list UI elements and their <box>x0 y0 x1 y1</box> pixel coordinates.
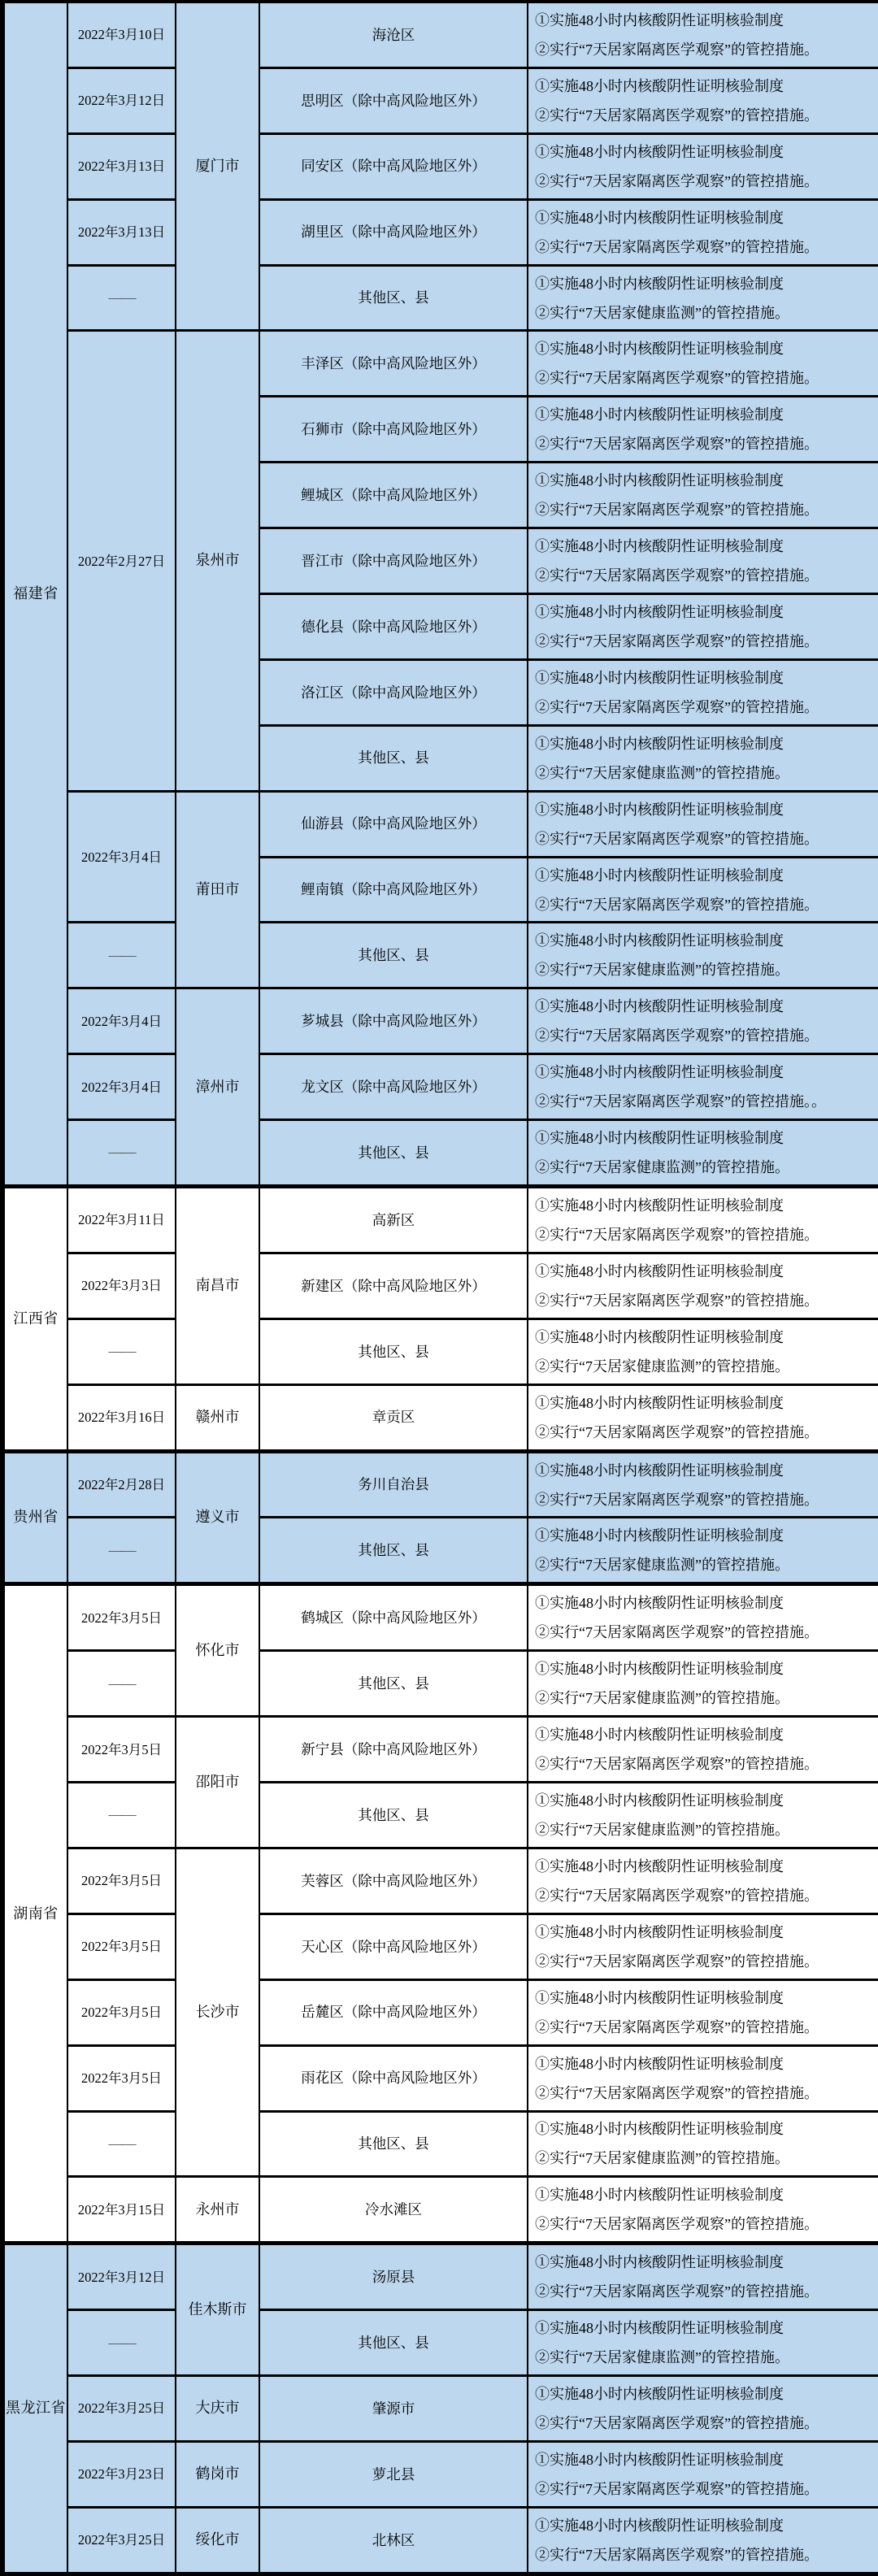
measure-line: ②实行“7天居家健康监测”的管控措施。 <box>535 1358 789 1375</box>
province-cell: 福建省 <box>2 2 67 1187</box>
measure-line: ①实施48小时内核酸阴性证明核验制度 <box>535 1727 784 1744</box>
measures-cell <box>528 1651 878 1717</box>
table-row <box>2 1318 878 1384</box>
measures-cell <box>528 1054 878 1120</box>
measures-cell <box>528 857 878 923</box>
measures-cell <box>528 988 878 1054</box>
city-cell: 鹤岗市 <box>176 2441 259 2507</box>
measure-line: ②实行“7天居家隔离医学观察”的管控措施。 <box>535 632 819 649</box>
date-cell: 2022年2月27日 <box>67 331 176 791</box>
city-cell: 永州市 <box>176 2177 259 2244</box>
measure-line: ②实行“7天居家隔离医学观察”的管控措施。 <box>535 1027 819 1045</box>
date-cell <box>67 1120 176 1187</box>
date-cell: 2022年3月5日 <box>67 1584 176 1651</box>
table-row <box>2 2310 878 2376</box>
table-row <box>2 1187 878 1253</box>
measures-cell <box>528 1848 878 1914</box>
measure-line: ②实行“7天居家隔离医学观察”的管控措施。 <box>535 106 819 124</box>
table-row <box>2 133 878 199</box>
date-cell: 2022年3月10日 <box>67 2 176 67</box>
measures-cell <box>528 659 878 725</box>
district-cell: 其他区、县 <box>259 2111 528 2177</box>
measures-cell <box>528 331 878 397</box>
measure-line: ②实行“7天居家隔离医学观察”的管控措施。。 <box>535 1093 826 1110</box>
measure-line: ②实行“7天居家隔离医学观察”的管控措施。 <box>535 41 819 58</box>
measure-line: ②实行“7天居家隔离医学观察”的管控措施。 <box>535 2546 819 2563</box>
measure-line: ①实施48小时内核酸阴性证明核验制度 <box>535 2121 784 2138</box>
date-cell <box>67 1651 176 1717</box>
city-cell: 莆田市 <box>176 791 259 988</box>
date-cell <box>67 1318 176 1384</box>
date-cell <box>67 2310 176 2376</box>
measures-cell <box>528 2045 878 2111</box>
no-date-dash: —— <box>108 1343 135 1360</box>
table-row <box>2 265 878 331</box>
measures-cell <box>528 2441 878 2507</box>
measure-line: ②实行“7天居家隔离医学观察”的管控措施。 <box>535 2283 819 2300</box>
measure-line: ②实行“7天居家隔离医学观察”的管控措施。 <box>535 1953 819 1970</box>
measures-cell <box>528 594 878 660</box>
district-cell: 同安区（除中高风险地区外） <box>259 133 528 199</box>
province-cell: 黑龙江省 <box>2 2244 67 2574</box>
district-cell: 新宁县（除中高风险地区外） <box>259 1717 528 1783</box>
no-date-dash: —— <box>108 1675 135 1692</box>
date-cell: 2022年3月3日 <box>67 1253 176 1318</box>
measures-cell <box>528 397 878 463</box>
measure-line: ①实施48小时内核酸阴性证明核验制度 <box>535 603 784 620</box>
date-cell: 2022年3月5日 <box>67 1914 176 1979</box>
measure-line: ①实施48小时内核酸阴性证明核验制度 <box>535 932 784 949</box>
measure-line: ①实施48小时内核酸阴性证明核验制度 <box>535 1262 784 1279</box>
district-cell: 丰泽区（除中高风险地区外） <box>259 331 528 397</box>
date-cell: 2022年2月28日 <box>67 1451 176 1518</box>
measures-cell <box>528 1384 878 1451</box>
measure-line: ①实施48小时内核酸阴性证明核验制度 <box>535 801 784 818</box>
date-cell: 2022年3月16日 <box>67 1384 176 1451</box>
province-cell: 贵州省 <box>2 1451 67 1584</box>
district-cell: 萝北县 <box>259 2441 528 2507</box>
table-row <box>2 1914 878 1979</box>
table-row <box>2 2111 878 2177</box>
measure-line: ②实行“7天居家健康监测”的管控措施。 <box>535 764 789 781</box>
measures-cell <box>528 2310 878 2376</box>
date-cell: 2022年3月12日 <box>67 67 176 133</box>
district-cell: 海沧区 <box>259 2 528 67</box>
table-row <box>2 1979 878 2045</box>
date-cell: 2022年3月25日 <box>67 2507 176 2574</box>
measure-line: ①实施48小时内核酸阴性证明核验制度 <box>535 406 784 424</box>
date-cell: 2022年3月4日 <box>67 988 176 1054</box>
measure-line: ①实施48小时内核酸阴性证明核验制度 <box>535 2320 784 2337</box>
date-cell <box>67 265 176 331</box>
measures-cell <box>528 133 878 199</box>
table-row <box>2 988 878 1054</box>
city-cell: 漳州市 <box>176 988 259 1187</box>
measure-line: ①实施48小时内核酸阴性证明核验制度 <box>535 143 784 160</box>
date-cell: 2022年3月4日 <box>67 791 176 923</box>
district-cell: 高新区 <box>259 1187 528 1253</box>
table-row <box>2 1120 878 1187</box>
measure-line: ②实行“7天居家健康监测”的管控措施。 <box>535 1821 789 1838</box>
measures-cell <box>528 1518 878 1584</box>
date-cell: 2022年3月13日 <box>67 133 176 199</box>
measures-cell <box>528 1187 878 1253</box>
table-row <box>2 1717 878 1783</box>
district-cell: 湖里区（除中高风险地区外） <box>259 199 528 265</box>
measure-line: ②实行“7天居家健康监测”的管控措施。 <box>535 1159 789 1176</box>
measures-cell <box>528 2 878 67</box>
measure-line: ②实行“7天居家隔离医学观察”的管控措施。 <box>535 2415 819 2431</box>
measures-cell <box>528 923 878 988</box>
district-cell: 芗城县（除中高风险地区外） <box>259 988 528 1054</box>
measures-cell <box>528 2177 878 2244</box>
measure-line: ①实施48小时内核酸阴性证明核验制度 <box>535 1064 784 1081</box>
district-cell: 汤原县 <box>259 2244 528 2310</box>
district-cell: 其他区、县 <box>259 1651 528 1717</box>
measure-line: ②实行“7天居家隔离医学观察”的管控措施。 <box>535 2084 819 2101</box>
measure-line: ①实施48小时内核酸阴性证明核验制度 <box>535 867 784 884</box>
measures-cell <box>528 463 878 528</box>
district-cell: 其他区、县 <box>259 923 528 988</box>
date-cell <box>67 923 176 988</box>
date-cell: 2022年3月5日 <box>67 1979 176 2045</box>
measure-line: ①实施48小时内核酸阴性证明核验制度 <box>535 11 784 28</box>
table-row <box>2 2 878 67</box>
date-cell: 2022年3月4日 <box>67 1054 176 1120</box>
measure-line: ①实施48小时内核酸阴性证明核验制度 <box>535 669 784 686</box>
measures-cell <box>528 2376 878 2442</box>
table-row <box>2 331 878 397</box>
no-date-dash: —— <box>108 1806 135 1823</box>
measure-line: ①实施48小时内核酸阴性证明核验制度 <box>535 2055 784 2072</box>
date-cell <box>67 1518 176 1584</box>
date-cell: 2022年3月12日 <box>67 2244 176 2310</box>
measures-cell <box>528 1318 878 1384</box>
province-cell: 湖南省 <box>2 1584 67 2244</box>
measure-line: ①实施48小时内核酸阴性证明核验制度 <box>535 1792 784 1809</box>
measure-line: ②实行“7天居家隔离医学观察”的管控措施。 <box>535 2018 819 2035</box>
table-row <box>2 1651 878 1717</box>
table-row <box>2 1783 878 1848</box>
district-cell: 章贡区 <box>259 1384 528 1451</box>
table-row <box>2 2244 878 2310</box>
measure-line: ①实施48小时内核酸阴性证明核验制度 <box>535 1328 784 1345</box>
measure-line: ①实施48小时内核酸阴性证明核验制度 <box>535 1595 784 1612</box>
district-cell: 其他区、县 <box>259 1120 528 1187</box>
no-date-dash: —— <box>108 946 135 963</box>
measure-line: ①实施48小时内核酸阴性证明核验制度 <box>535 2517 784 2534</box>
table-row <box>2 2045 878 2111</box>
table-row <box>2 1451 878 1518</box>
measure-line: ①实施48小时内核酸阴性证明核验制度 <box>535 1527 784 1544</box>
table-row <box>2 2441 878 2507</box>
measure-line: ②实行“7天居家隔离医学观察”的管控措施。 <box>535 567 819 584</box>
measure-line: ②实行“7天居家隔离医学观察”的管控措施。 <box>535 1624 819 1641</box>
measures-cell <box>528 1914 878 1979</box>
district-cell: 冷水滩区 <box>259 2177 528 2244</box>
district-cell: 鲤城区（除中高风险地区外） <box>259 463 528 528</box>
measure-line: ②实行“7天居家隔离医学观察”的管控措施。 <box>535 502 819 519</box>
district-cell: 其他区、县 <box>259 1783 528 1848</box>
date-cell: 2022年3月5日 <box>67 2045 176 2111</box>
no-date-dash: —— <box>108 289 135 306</box>
measures-cell <box>528 725 878 791</box>
measure-line: ①实施48小时内核酸阴性证明核验制度 <box>535 998 784 1015</box>
city-cell: 厦门市 <box>176 2 259 331</box>
table-row <box>2 199 878 265</box>
measure-line: ①实施48小时内核酸阴性证明核验制度 <box>535 209 784 226</box>
district-cell: 新建区（除中高风险地区外） <box>259 1253 528 1318</box>
no-date-dash: —— <box>108 1541 135 1558</box>
city-cell: 泉州市 <box>176 331 259 791</box>
table-row <box>2 1253 878 1318</box>
measures-cell <box>528 67 878 133</box>
measures-cell <box>528 1451 878 1518</box>
table-row <box>2 791 878 857</box>
date-cell: 2022年3月5日 <box>67 1717 176 1783</box>
measures-cell <box>528 1717 878 1783</box>
measure-line: ②实行“7天居家隔离医学观察”的管控措施。 <box>535 238 819 255</box>
measures-cell <box>528 528 878 594</box>
no-date-dash: —— <box>108 1144 135 1161</box>
measure-line: ②实行“7天居家健康监测”的管控措施。 <box>535 304 789 321</box>
measures-cell <box>528 791 878 857</box>
date-cell <box>67 1783 176 1848</box>
district-cell: 其他区、县 <box>259 1318 528 1384</box>
table-body <box>2 2 878 2574</box>
date-cell: 2022年3月5日 <box>67 1848 176 1914</box>
district-cell: 仙游县（除中高风险地区外） <box>259 791 528 857</box>
measure-line: ②实行“7天居家隔离医学观察”的管控措施。 <box>535 698 819 715</box>
date-cell: 2022年3月15日 <box>67 2177 176 2244</box>
measures-cell <box>528 2244 878 2310</box>
city-cell: 长沙市 <box>176 1848 259 2176</box>
date-cell: 2022年3月25日 <box>67 2376 176 2442</box>
city-cell: 邵阳市 <box>176 1717 259 1848</box>
measure-line: ②实行“7天居家隔离医学观察”的管控措施。 <box>535 2480 819 2497</box>
district-cell: 德化县（除中高风险地区外） <box>259 594 528 660</box>
table-row <box>2 923 878 988</box>
measure-line: ①实施48小时内核酸阴性证明核验制度 <box>535 1989 784 2006</box>
table-row <box>2 67 878 133</box>
district-cell: 鲤南镇（除中高风险地区外） <box>259 857 528 923</box>
district-cell: 石狮市（除中高风险地区外） <box>259 397 528 463</box>
district-cell: 芙蓉区（除中高风险地区外） <box>259 1848 528 1914</box>
measure-line: ②实行“7天居家隔离医学观察”的管控措施。 <box>535 1491 819 1508</box>
measure-line: ①实施48小时内核酸阴性证明核验制度 <box>535 1130 784 1147</box>
measure-line: ①实施48小时内核酸阴性证明核验制度 <box>535 2386 784 2402</box>
measure-line: ②实行“7天居家健康监测”的管控措施。 <box>535 2349 789 2366</box>
measures-cell <box>528 1584 878 1651</box>
district-cell: 晋江市（除中高风险地区外） <box>259 528 528 594</box>
district-cell: 鹤城区（除中高风险地区外） <box>259 1584 528 1651</box>
table-row <box>2 1518 878 1584</box>
district-cell: 肇源市 <box>259 2376 528 2442</box>
measures-cell <box>528 2111 878 2177</box>
measure-line: ①实施48小时内核酸阴性证明核验制度 <box>535 1923 784 1940</box>
measures-cell <box>528 1783 878 1848</box>
no-date-dash: —— <box>108 2135 135 2152</box>
measure-line: ①实施48小时内核酸阴性证明核验制度 <box>535 2254 784 2271</box>
measure-line: ②实行“7天居家隔离医学观察”的管控措施。 <box>535 172 819 189</box>
measure-line: ①实施48小时内核酸阴性证明核验制度 <box>535 1197 784 1214</box>
measure-line: ②实行“7天居家隔离医学观察”的管控措施。 <box>535 436 819 453</box>
district-cell: 其他区、县 <box>259 1518 528 1584</box>
measure-line: ①实施48小时内核酸阴性证明核验制度 <box>535 1394 784 1411</box>
measure-line: ②实行“7天居家隔离医学观察”的管控措施。 <box>535 370 819 387</box>
district-cell: 雨花区（除中高风险地区外） <box>259 2045 528 2111</box>
district-cell: 北林区 <box>259 2507 528 2574</box>
date-cell: 2022年3月13日 <box>67 199 176 265</box>
measure-line: ①实施48小时内核酸阴性证明核验制度 <box>535 341 784 358</box>
measure-line: ②实行“7天居家隔离医学观察”的管控措施。 <box>535 2216 819 2233</box>
table-row <box>2 1384 878 1451</box>
table-row <box>2 1054 878 1120</box>
measure-line: ②实行“7天居家健康监测”的管控措施。 <box>535 2150 789 2167</box>
measures-cell <box>528 199 878 265</box>
measure-line: ①实施48小时内核酸阴性证明核验制度 <box>535 275 784 292</box>
measure-line: ①实施48小时内核酸阴性证明核验制度 <box>535 472 784 489</box>
city-cell: 佳木斯市 <box>176 2244 259 2376</box>
measure-line: ①实施48小时内核酸阴性证明核验制度 <box>535 735 784 752</box>
measure-line: ②实行“7天居家隔离医学观察”的管控措施。 <box>535 1292 819 1309</box>
measure-line: ①实施48小时内核酸阴性证明核验制度 <box>535 1857 784 1874</box>
measures-cell <box>528 1979 878 2045</box>
city-cell: 怀化市 <box>176 1584 259 1717</box>
province-cell: 江西省 <box>2 1187 67 1452</box>
measure-line: ②实行“7天居家隔离医学观察”的管控措施。 <box>535 830 819 847</box>
measure-line: ②实行“7天居家隔离医学观察”的管控措施。 <box>535 1756 819 1773</box>
city-cell: 南昌市 <box>176 1187 259 1385</box>
district-cell: 思明区（除中高风险地区外） <box>259 67 528 133</box>
measure-line: ②实行“7天居家隔离医学观察”的管控措施。 <box>535 1423 819 1440</box>
district-cell: 岳麓区（除中高风险地区外） <box>259 1979 528 2045</box>
date-cell: 2022年3月11日 <box>67 1187 176 1253</box>
measure-line: ①实施48小时内核酸阴性证明核验制度 <box>535 1661 784 1678</box>
city-cell: 赣州市 <box>176 1384 259 1451</box>
measure-line: ①实施48小时内核酸阴性证明核验制度 <box>535 2187 784 2204</box>
table-row <box>2 2376 878 2442</box>
district-cell: 其他区、县 <box>259 725 528 791</box>
table-row <box>2 1584 878 1651</box>
table-row <box>2 2177 878 2244</box>
date-cell <box>67 2111 176 2177</box>
measure-line: ②实行“7天居家健康监测”的管控措施。 <box>535 1557 789 1574</box>
measure-line: ②实行“7天居家健康监测”的管控措施。 <box>535 962 789 979</box>
district-cell: 龙文区（除中高风险地区外） <box>259 1054 528 1120</box>
district-cell: 其他区、县 <box>259 2310 528 2376</box>
measure-line: ②实行“7天居家隔离医学观察”的管控措施。 <box>535 896 819 913</box>
no-date-dash: —— <box>108 2334 135 2351</box>
measure-line: ②实行“7天居家隔离医学观察”的管控措施。 <box>535 1226 819 1243</box>
measure-line: ②实行“7天居家健康监测”的管控措施。 <box>535 1690 789 1707</box>
measures-cell <box>528 265 878 331</box>
city-cell: 遵义市 <box>176 1451 259 1584</box>
measure-line: ①实施48小时内核酸阴性证明核验制度 <box>535 1462 784 1479</box>
measure-line: ①实施48小时内核酸阴性证明核验制度 <box>535 77 784 94</box>
district-cell: 务川自治县 <box>259 1451 528 1518</box>
measures-cell <box>528 1253 878 1318</box>
table-row <box>2 1848 878 1914</box>
date-cell: 2022年3月23日 <box>67 2441 176 2507</box>
measures-cell <box>528 1120 878 1187</box>
city-cell: 大庆市 <box>176 2376 259 2442</box>
district-cell: 洛江区（除中高风险地区外） <box>259 659 528 725</box>
district-cell: 天心区（除中高风险地区外） <box>259 1914 528 1979</box>
measure-line: ②实行“7天居家隔离医学观察”的管控措施。 <box>535 1887 819 1904</box>
measures-cell <box>528 2507 878 2574</box>
district-cell: 其他区、县 <box>259 265 528 331</box>
measure-line: ①实施48小时内核酸阴性证明核验制度 <box>535 538 784 555</box>
table-row <box>2 2507 878 2574</box>
measure-line: ①实施48小时内核酸阴性证明核验制度 <box>535 2451 784 2468</box>
city-cell: 绥化市 <box>176 2507 259 2574</box>
